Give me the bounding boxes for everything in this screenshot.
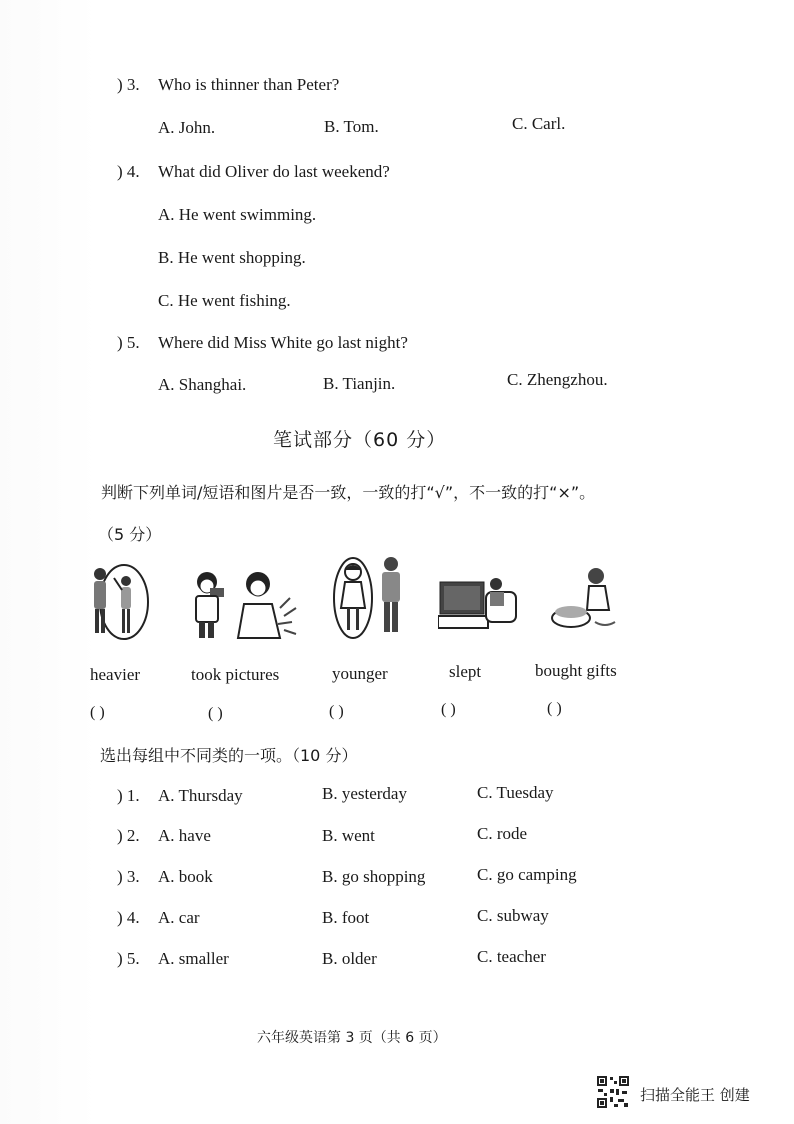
took-pictures-picture xyxy=(188,568,300,642)
option-c: C. teacher xyxy=(477,947,546,966)
option-c: C. subway xyxy=(477,906,549,925)
option-b: B. He went shopping. xyxy=(158,248,306,267)
option-a: A. car xyxy=(158,908,200,927)
option-c: C. Carl. xyxy=(512,114,566,133)
question-number: ) 4. xyxy=(117,162,140,181)
option-a: A. book xyxy=(158,867,213,886)
scan-edge xyxy=(0,0,98,1124)
option-b: B. go shopping xyxy=(322,867,426,886)
question-number: ) 5. xyxy=(117,333,140,352)
option-b: B. went xyxy=(322,826,375,845)
section-title: 笔试部分（60 分） xyxy=(273,429,447,451)
picture-label: took pictures xyxy=(191,665,280,684)
question-text: Where did Miss White go last night? xyxy=(158,333,408,352)
option-a: A. John. xyxy=(158,118,216,137)
item-number: ) 1. xyxy=(117,786,140,805)
judge-score: （5 分） xyxy=(98,525,162,544)
picture-label: bought gifts xyxy=(535,661,617,680)
item-number: ) 4. xyxy=(117,908,140,927)
slept-picture xyxy=(438,574,518,632)
younger-picture xyxy=(333,556,405,641)
answer-blank[interactable]: ( ) xyxy=(329,703,344,720)
classify-instruction: 选出每组中不同类的一项。（10 分） xyxy=(100,746,358,765)
option-b: B. older xyxy=(322,949,377,968)
option-a: A. smaller xyxy=(158,949,229,968)
answer-blank[interactable]: ( ) xyxy=(441,701,456,718)
answer-blank[interactable]: ( ) xyxy=(90,704,105,721)
option-c: C. go camping xyxy=(477,865,577,884)
judge-instruction: 判断下列单词/短语和图片是否一致，一致的打“√”，不一致的打“×”。 xyxy=(101,483,596,502)
option-a: A. Thursday xyxy=(158,786,243,805)
scanner-watermark: 扫描全能王 创建 xyxy=(640,1086,750,1104)
option-c: C. He went fishing. xyxy=(158,291,291,310)
item-number: ) 2. xyxy=(117,826,140,845)
option-c: C. rode xyxy=(477,824,528,843)
question-number: ) 3. xyxy=(117,75,140,94)
answer-blank[interactable]: ( ) xyxy=(208,705,223,722)
bought-gifts-picture xyxy=(549,566,617,634)
option-c: C. Zhengzhou. xyxy=(507,370,608,389)
option-b: B. yesterday xyxy=(322,784,407,803)
item-number: ) 3. xyxy=(117,867,140,886)
heavier-picture xyxy=(90,562,152,642)
qr-code-icon xyxy=(596,1075,630,1109)
question-text: What did Oliver do last weekend? xyxy=(158,162,390,181)
option-a: A. He went swimming. xyxy=(158,205,317,224)
option-a: A. Shanghai. xyxy=(158,375,247,394)
picture-label: heavier xyxy=(90,665,141,684)
answer-blank[interactable]: ( ) xyxy=(547,700,562,717)
page-footer: 六年级英语第 3 页（共 6 页） xyxy=(257,1030,447,1046)
picture-label: slept xyxy=(449,662,482,681)
question-text: Who is thinner than Peter? xyxy=(158,75,340,94)
option-c: C. Tuesday xyxy=(477,783,554,802)
picture-label: younger xyxy=(332,664,388,683)
option-b: B. Tom. xyxy=(324,117,379,136)
item-number: ) 5. xyxy=(117,949,140,968)
option-b: B. foot xyxy=(322,908,370,927)
option-b: B. Tianjin. xyxy=(323,374,396,393)
option-a: A. have xyxy=(158,826,211,845)
